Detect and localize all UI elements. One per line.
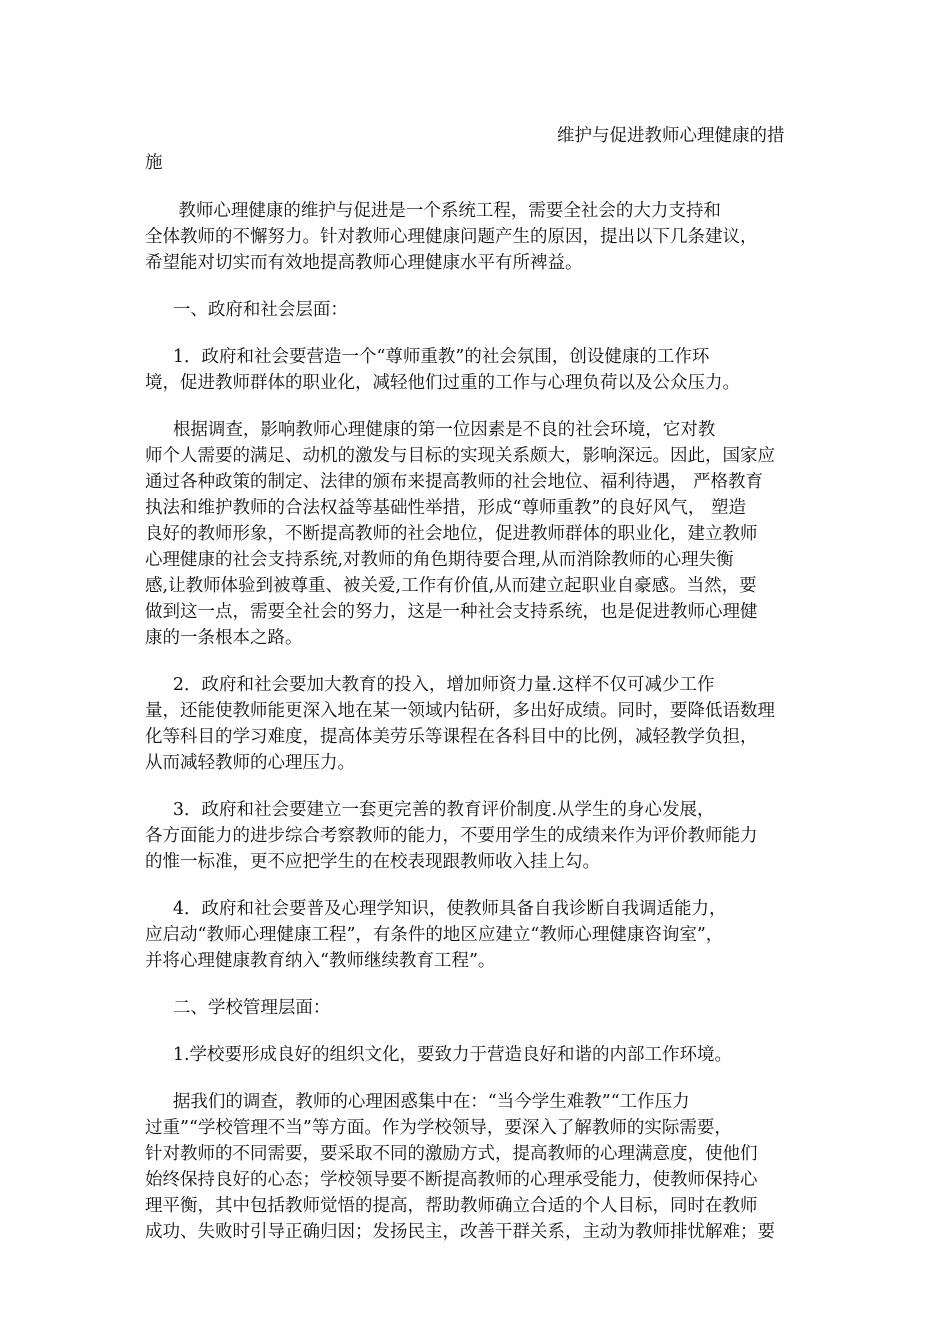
text-line: 理平衡，其中包括教师觉悟的提高，帮助教师确立合适的个人目标，同时在教师 — [145, 1196, 758, 1216]
text-line: 2．政府和社会要加大教育的投入，增加师资力量.这样不仅可减少工作 — [145, 675, 715, 695]
text-line: 教师心理健康的维护与促进是一个系统工程，需要全社会的大力支持和 — [145, 201, 721, 221]
text-line: 心理健康的社会支持系统,对教师的角色期待要合理,从而消除教师的心理失衡 — [145, 550, 734, 570]
text-line: 针对教师的不同需要，要采取不同的激励方式，提高教师的心理满意度，使他们 — [145, 1144, 758, 1164]
text-line: 通过各种政策的制定、法律的颁布来提高教师的社会地位、福利待遇， 严格教育 — [145, 472, 764, 492]
text-line: 希望能对切实而有效地提高教师心理健康水平有所裨益。 — [145, 253, 583, 273]
text-line: 师个人需要的满足、动机的激发与目标的实现关系颇大，影响深远。因此，国家应 — [145, 446, 775, 466]
text-line: 良好的教师形象，不断提高教师的社会地位，促进教师群体的职业化，建立教师 — [145, 524, 758, 544]
text-line: 3．政府和社会要建立一套更完善的教育评价制度.从学生的身心发展， — [145, 800, 715, 820]
text-line: 并将心理健康教育纳入“教师继续教育工程”。 — [145, 951, 496, 971]
text-line: 据我们的调查，教师的心理困惑集中在：“当今学生难教”“工作压力 — [145, 1092, 690, 1112]
text-line: 康的一条根本之路。 — [145, 628, 303, 648]
text-line: 量，还能使教师能更深入地在某一领域内钻研，多出好成绩。同时，要降低语数理 — [145, 701, 775, 721]
section2-item-1: 1.学校要形成良好的组织文化，要致力于营造良好和谐的内部工作环境。 — [145, 1045, 733, 1065]
text-line: 4．政府和社会要普及心理学知识，使教师具备自我诊断自我调适能力， — [145, 899, 727, 919]
text-line: 应启动“教师心理健康工程”，有条件的地区应建立“教师心理健康咨询室”， — [145, 925, 724, 945]
title-line-2: 施 — [145, 153, 163, 173]
section-heading-1: 一、政府和社会层面： — [145, 300, 348, 320]
text-line: 境，促进教师群体的职业化，减轻他们过重的工作与心理负荷以及公众压力。 — [145, 373, 740, 393]
text-line: 1．政府和社会要营造一个“尊师重教”的社会氛围，创设健康的工作环 — [145, 347, 710, 367]
text-line: 从而减轻教师的心理压力。 — [145, 753, 355, 773]
section-heading-2: 二、学校管理层面： — [145, 998, 331, 1018]
text-line: 始终保持良好的心态；学校领导要不断提高教师的心理承受能力，使教师保持心 — [145, 1170, 758, 1190]
text-line: 感,让教师体验到被尊重、被关爱,工作有价值,从而建立起职业自豪感。当然，要 — [145, 576, 757, 596]
text-line: 过重”“学校管理不当”等方面。作为学校领导，要深入了解教师的实际需要， — [145, 1118, 732, 1138]
text-line: 执法和维护教师的合法权益等基础性举措，形成“尊师重教”的良好风气， 塑造 — [145, 498, 746, 518]
title-line-1: 维护与促进教师心理健康的措 — [557, 126, 785, 146]
text-line: 全体教师的不懈努力。针对教师心理健康问题产生的原因，提出以下几条建议， — [145, 227, 758, 247]
text-line: 各方面能力的进步综合考察教师的能力，不要用学生的成绩来作为评价教师能力 — [145, 826, 758, 846]
text-line: 做到这一点，需要全社会的努力，这是一种社会支持系统，也是促进教师心理健 — [145, 602, 758, 622]
text-line: 化等科目的学习难度，提高体美劳乐等课程在各科目中的比例，减轻教学负担， — [145, 727, 758, 747]
text-line: 成功、失败时引导正确归因；发扬民主，改善干群关系，主动为教师排忧解难；要 — [145, 1222, 775, 1242]
text-line: 的惟一标准，更不应把学生的在校表现跟教师收入挂上勾。 — [145, 852, 600, 872]
text-line: 根据调查，影响教师心理健康的第一位因素是不良的社会环境，它对教 — [145, 420, 716, 440]
